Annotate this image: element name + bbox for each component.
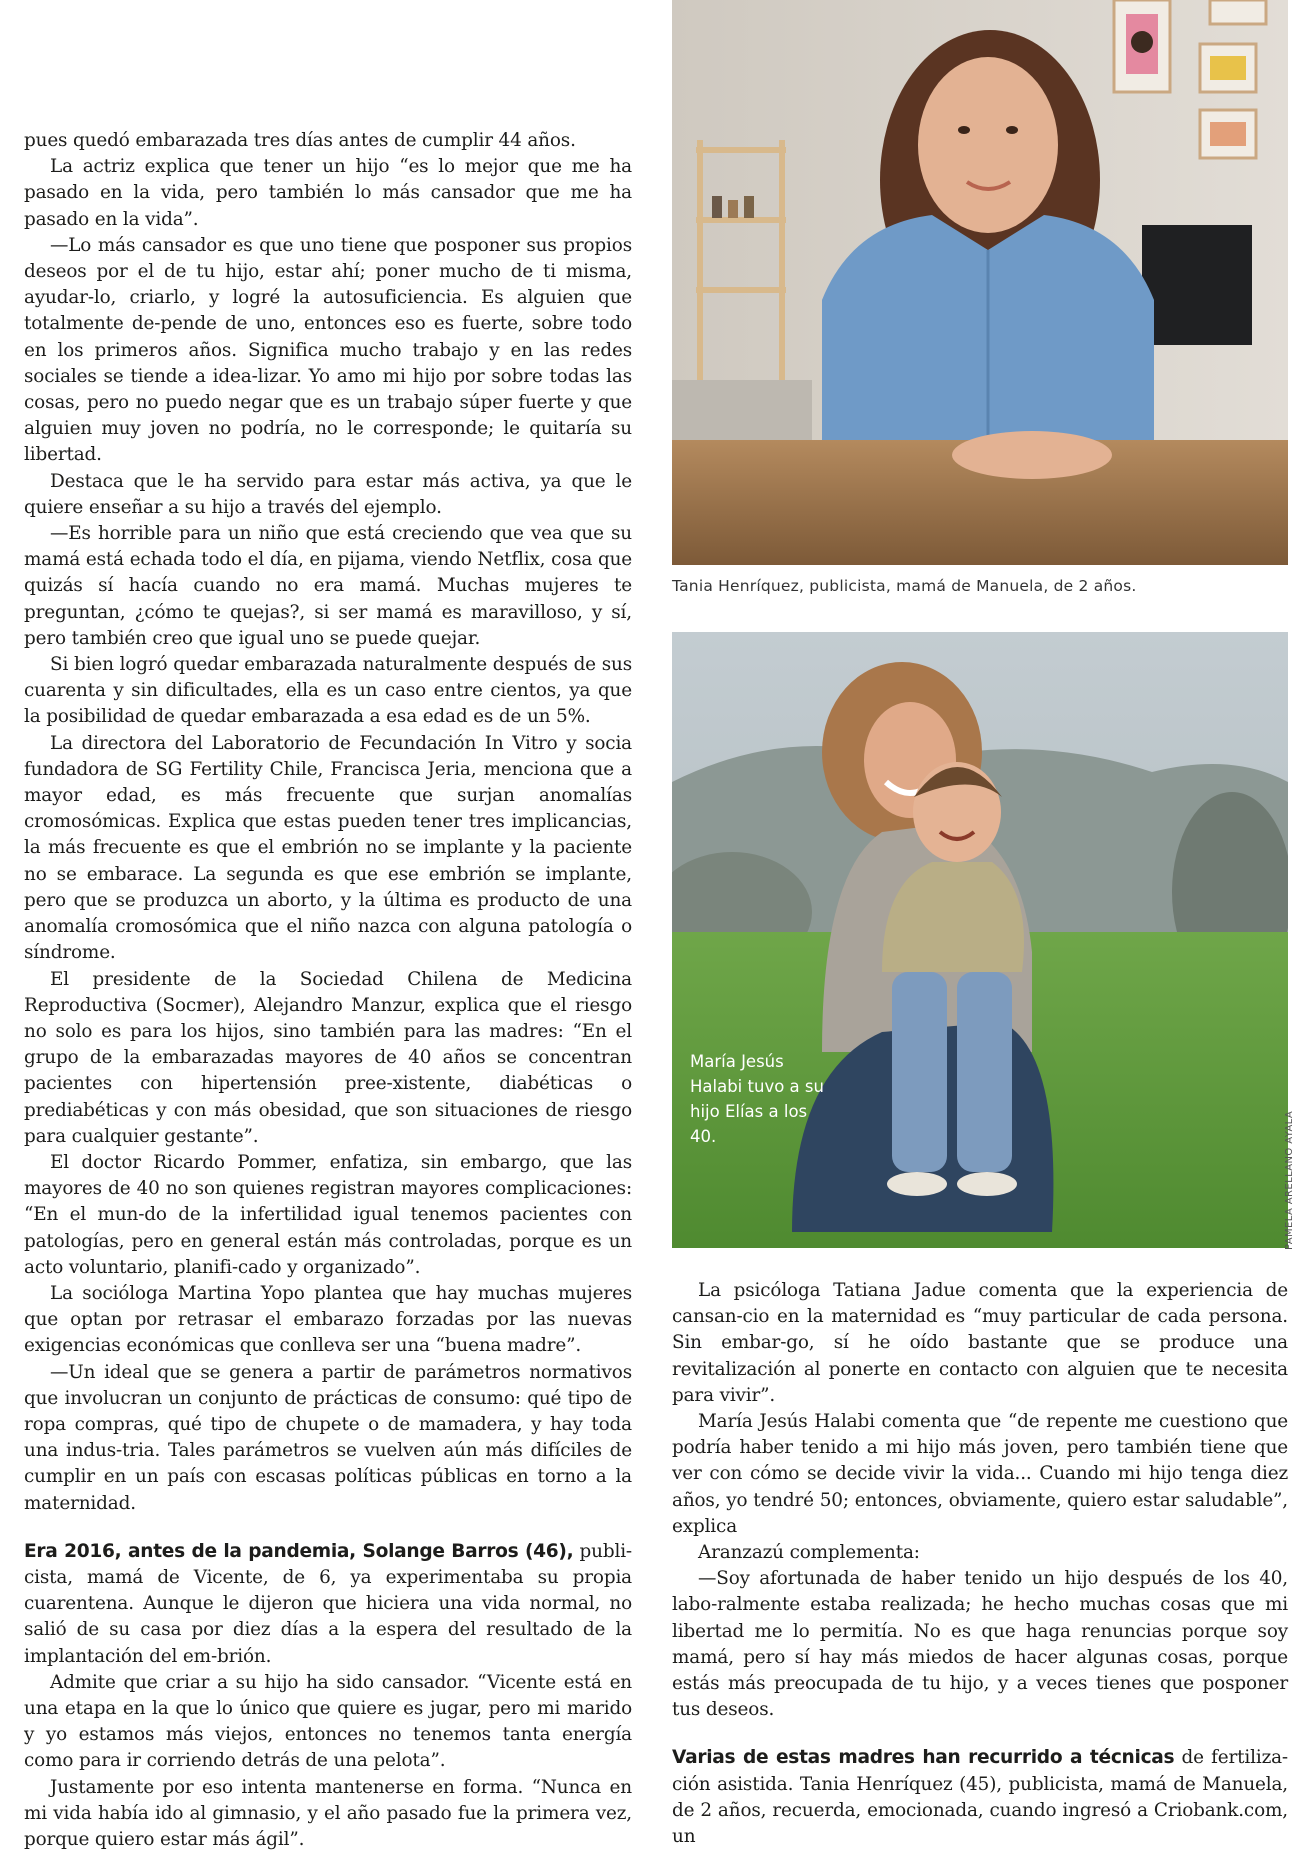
photo-caption: Tania Henríquez, publicista, mamá de Manuela, de 2 años. — [672, 577, 1137, 595]
paragraph: Admite que criar a su hijo ha sido cansador. “Vicente está en una etapa en la que lo único que quiere es jugar, pero mi marido y yo estamos más viejos, entonces no tenemos tanta energía como para ir corriendo detrás de una pelota”. — [24, 1671, 632, 1772]
paragraph: María Jesús Halabi comenta que “de repente me cuestiono que podría haber tenido a mi hijo más joven, pero también tiene que ver con cómo se decide vivir la vida... Cuando mi hijo tenga diez años, yo tendré 50; entonces, obviamente, quiero estar saludable”, explica — [672, 1411, 1288, 1537]
paragraph: La actriz explica que tener un hijo “es lo mejor que me ha pasado en la vida, pero también lo más cansador que me ha pasado en la vida”. — [24, 156, 632, 230]
right-text-column — [672, 1278, 1288, 1850]
section-lead-bold: Era 2016, antes de la pandemia, Solange Barros (46), — [24, 1540, 574, 1562]
paragraph: —Lo más cansador es que uno tiene que posponer sus propios deseos por el de tu hijo, estar ahí; poner mucho de ti misma, ayudar-lo, criarlo, y logré la autosuficiencia. Es alguien que totalmente de-pende de uno, entonces eso es fuerte, sobre todo en los primeros años. Significa mucho trabajo y en las redes sociales se tiende a idea-lizar. Yo amo mi hijo por sobre todas las cosas, pero no puedo negar que es un trabajo súper fuerte y que alguien muy joven no podría, no le corresponde; le quitaría su libertad. — [24, 234, 632, 466]
paragraph: El doctor Ricardo Pommer, enfatiza, sin embargo, que las mayores de 40 no son quienes registran mayores complicaciones: “En el mun-do de la infertilidad igual tenemos pacientes con patologías, pero en general están más controladas, porque es un acto voluntario, planifi-cado y organizado”. — [24, 1151, 632, 1278]
section-lead-paragraph — [672, 1745, 1288, 1850]
photo-credit: PAMELA ARELLANO AYALA — [1284, 1110, 1295, 1250]
paragraph: Justamente por eso intenta mantenerse en forma. “Nunca en mi vida había ido al gimnasio, y el año pasado fue la primera vez, porque quiero estar más ágil”. — [24, 1776, 632, 1850]
paragraph: Si bien logró quedar embarazada naturalmente después de sus cuarenta y sin dificultades, ella es un caso entre cientos, ya que la posibilidad de quedar embarazada a esa edad es de un 5%. — [24, 654, 632, 728]
paragraph: —Un ideal que se genera a partir de parámetros normativos que involucran un conjunto de prácticas de consumo: qué tipo de ropa compras, qué tipo de chupete o de mamadera, y hay toda una indus-tria. Tales parámetros se vuelven aún más difíciles de cumplir en un país con escasas políticas públicas en torno a la maternidad. — [24, 1361, 632, 1514]
paragraph: —Soy afortunada de haber tenido un hijo después de los 40, labo-ralmente estaba realizada; he hecho muchas cosas que mi libertad me lo permitía. No es que haga renuncias porque soy mamá, pero sí hay más miedos de hacer algunas cosas, porque estás más preocupada de tu hijo, y a veces tienes que posponer tus deseos. — [672, 1568, 1288, 1721]
paragraph: Aranzazú complementa: — [698, 1542, 920, 1564]
photo-tania-henriquez — [672, 0, 1288, 565]
section-lead-text: publi-cista, mamá de Vicente, de 6, ya experimentaba su propia cuarentena. Aunque le dijeron que hiciera una vida normal, no salió de su casa por diez días a la espera del resultado de la implantación del em-brión. — [24, 1540, 632, 1667]
paragraph: La directora del Laboratorio de Fecundación In Vitro y socia fundadora de SG Fertility Chile, Francisca Jeria, menciona que a mayor edad, es más frecuente que surjan anomalías cromosómicas. Explica que estas pueden tener tres implicancias, la más frecuente es que el embrión no se implante y la paciente no se embarace. La segunda es que ese embrión se implante, pero que se produzca un aborto, y la última es producto de una anomalía cromosómica que el niño nazca con alguna patología o síndrome. — [24, 732, 632, 964]
paragraph: pues quedó embarazada tres días antes de cumplir 44 años. — [24, 130, 576, 151]
left-text-column — [24, 128, 632, 1853]
section-lead-bold: Varias de estas madres han recurrido a técnicas — [672, 1747, 1175, 1769]
section-lead-text: de fertiliza-ción asistida. Tania Henríquez (45), publicista, mamá de Manuela, de 2 años, recuerda, emocionada, cuando ingresó a Criobank.com, un — [672, 1747, 1288, 1848]
paragraph: Destaca que le ha servido para estar más activa, ya que le quiere enseñar a su hijo a través del ejemplo. — [24, 470, 632, 518]
paragraph: El presidente de la Sociedad Chilena de Medicina Reproductiva (Socmer), Alejandro Manzur, explica que el riesgo no solo es para los hijos, sino también para las madres: “En el grupo de la embarazadas mayores de 40 años se concentran pacientes con hipertensión pree-xistente, diabéticas o prediabéticas y con más obesidad, que son situaciones de riesgo para cualquier gestante”. — [24, 968, 632, 1147]
paragraph: La psicóloga Tatiana Jadue comenta que la experiencia de cansan-cio en la maternidad es “muy particular de cada persona. Sin embar-go, sí he oído bastante que se produce una revitalización al ponerte en contacto con alguien que te necesita para vivir”. — [672, 1280, 1288, 1406]
photo-caption-overlay: María Jesús Halabi tuvo a su hijo Elías a los 40. — [690, 1052, 824, 1146]
photo-maria-jesus-halabi — [672, 632, 1288, 1248]
paragraph: —Es horrible para un niño que está creciendo que vea que su mamá está echada todo el día, en pijama, viendo Netflix, cosa que quizás sí hacía cuando no era mamá. Muchas mujeres te preguntan, ¿cómo te quejas?, si ser mamá es maravilloso, y sí, pero también creo que igual uno se puede quejar. — [24, 523, 632, 649]
section-lead-paragraph — [24, 1539, 632, 1670]
paragraph: La socióloga Martina Yopo plantea que hay muchas mujeres que optan por retrasar el embarazo forzadas por las nuevas exigencias económicas que conlleva ser una “buena madre”. — [24, 1282, 632, 1357]
